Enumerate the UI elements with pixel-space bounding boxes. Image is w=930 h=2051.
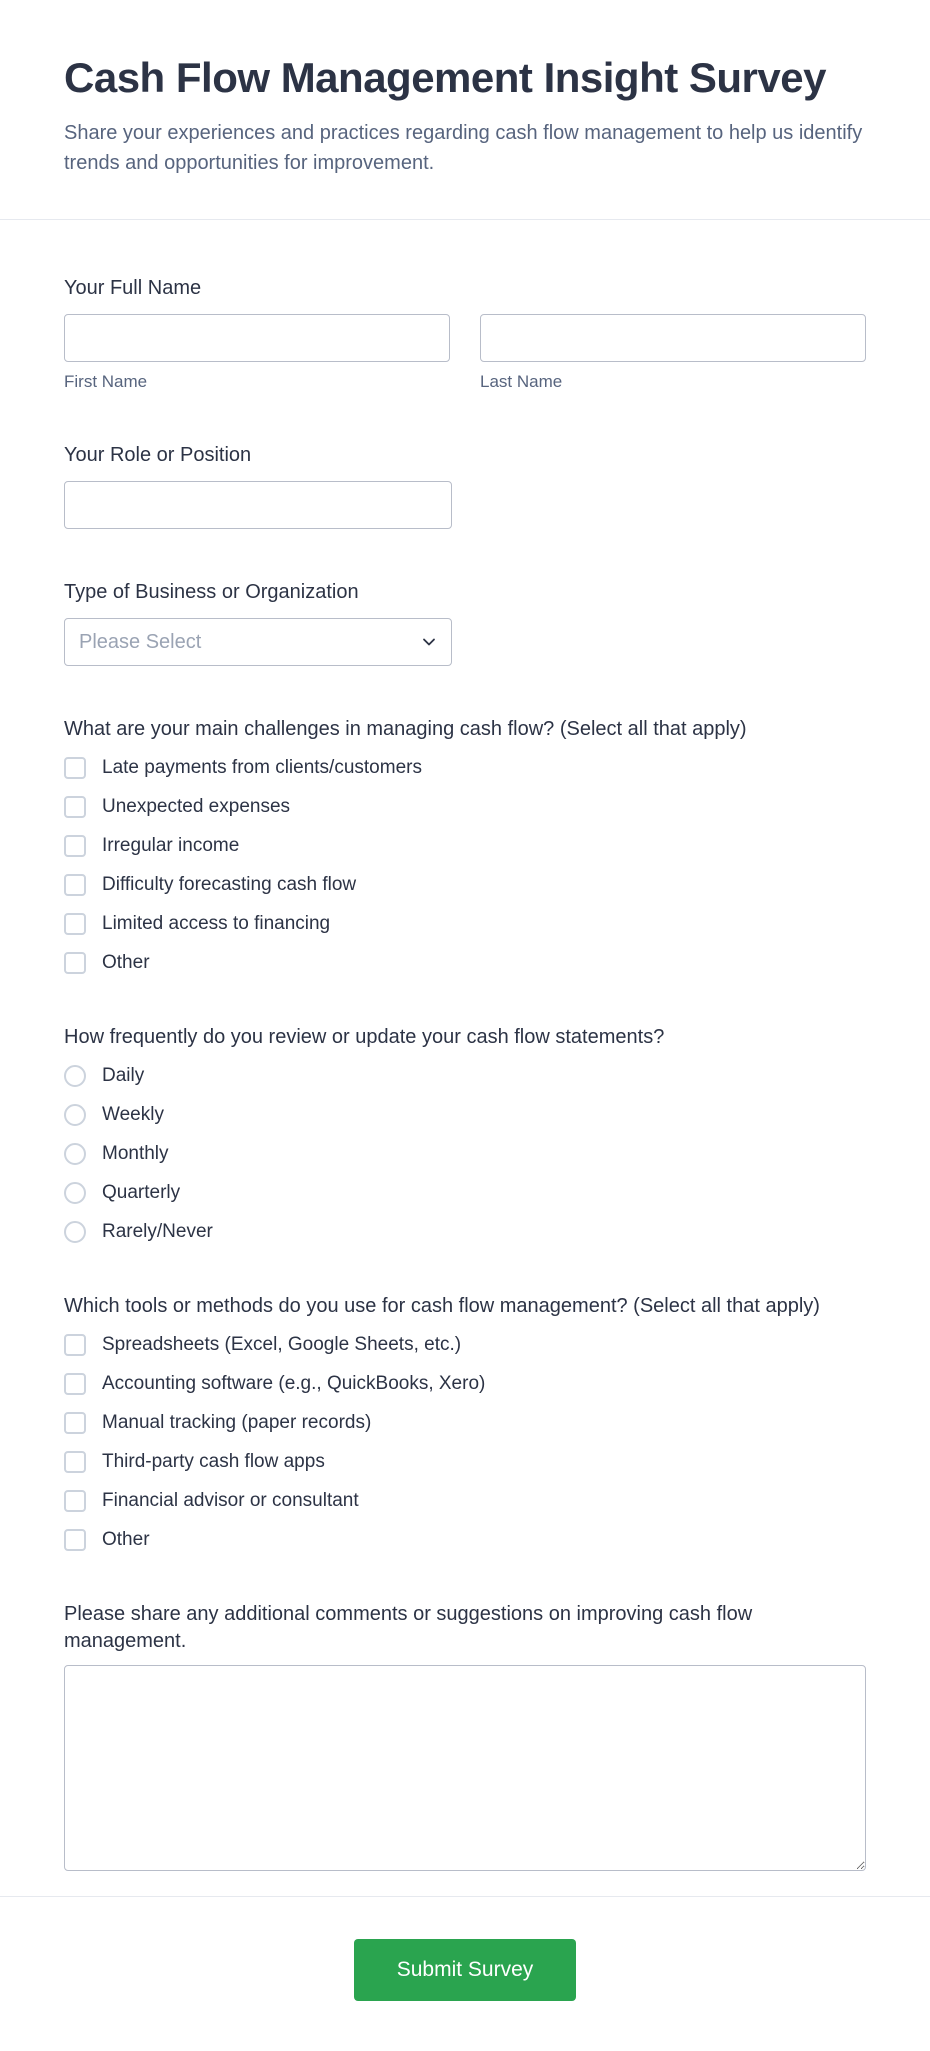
checkbox[interactable] [64,796,86,818]
checkbox-option[interactable] [64,1451,866,1473]
checkbox-label: Difficulty forecasting cash flow [102,874,357,895]
checkbox[interactable] [64,757,86,779]
checkbox-option[interactable] [64,1529,866,1551]
checkbox[interactable] [64,1490,86,1512]
checkbox-option[interactable] [64,952,866,974]
role-label: Your Role or Position [64,444,252,466]
radio-button[interactable] [64,1143,86,1165]
checkbox-label: Other [102,952,150,973]
comments-label: Please share any additional comments or suggestions on improving cash flow management. [64,1603,753,1652]
form-title: Cash Flow Management Insight Survey [64,54,826,101]
checkbox-label: Financial advisor or consultant [102,1490,359,1511]
role-input[interactable] [64,481,452,529]
last-name-sublabel: Last Name [480,372,563,391]
radio-option[interactable] [64,1221,866,1243]
first-name-sublabel: First Name [64,372,148,391]
checkbox[interactable] [64,1334,86,1356]
role-question [64,442,866,529]
full-name-label: Your Full Name [64,277,202,299]
form-footer [0,1897,930,2051]
checkbox[interactable] [64,1373,86,1395]
checkbox-label: Late payments from clients/customers [102,757,422,778]
challenges-question [64,716,866,974]
checkbox[interactable] [64,1529,86,1551]
form-body [0,220,930,1876]
last-name-field [480,314,866,392]
checkbox-option[interactable] [64,874,866,896]
radio-label: Weekly [102,1104,164,1125]
checkbox-label: Limited access to financing [102,913,331,934]
challenges-label: What are your main challenges in managing cash flow? (Select all that apply) [64,718,747,740]
radio-button[interactable] [64,1104,86,1126]
frequency-question [64,1024,866,1243]
submit-button[interactable]: Submit Survey [354,1939,576,2001]
radio-label: Daily [102,1065,145,1086]
radio-label: Quarterly [102,1182,181,1203]
radio-label: Rarely/Never [102,1221,213,1242]
checkbox-label: Accounting software (e.g., QuickBooks, Xero) [102,1373,486,1394]
business-type-select[interactable] [64,618,452,666]
checkbox[interactable] [64,952,86,974]
radio-option[interactable] [64,1182,866,1204]
checkbox-option[interactable] [64,913,866,935]
form-header [0,0,930,219]
radio-button[interactable] [64,1221,86,1243]
chevron-down-icon [421,634,437,650]
business-type-label: Type of Business or Organization [64,581,359,603]
comments-textarea[interactable] [64,1665,866,1871]
radio-option[interactable] [64,1065,866,1087]
checkbox[interactable] [64,1451,86,1473]
business-type-question [64,579,866,666]
checkbox-option[interactable] [64,835,866,857]
tools-question [64,1293,866,1551]
checkbox-option[interactable] [64,1373,866,1395]
tools-label: Which tools or methods do you use for cash flow management? (Select all that apply) [64,1295,820,1317]
checkbox[interactable] [64,874,86,896]
frequency-label: How frequently do you review or update your cash flow statements? [64,1026,665,1048]
checkbox-option[interactable] [64,757,866,779]
checkbox[interactable] [64,835,86,857]
checkbox[interactable] [64,1412,86,1434]
radio-label: Monthly [102,1143,169,1164]
checkbox-option[interactable] [64,1334,866,1356]
checkbox-option[interactable] [64,1412,866,1434]
full-name-row [64,314,866,392]
form-subtitle: Share your experiences and practices regarding cash flow management to help us identify trends and opportunities for improvement. [64,122,863,174]
select-placeholder: Please Select [79,630,202,653]
checkbox[interactable] [64,913,86,935]
comments-question [64,1601,866,1876]
checkbox-label: Third-party cash flow apps [102,1451,325,1472]
radio-button[interactable] [64,1182,86,1204]
radio-option[interactable] [64,1143,866,1165]
checkbox-label: Unexpected expenses [102,796,291,817]
full-name-question [64,275,866,392]
first-name-field [64,314,450,392]
checkbox-label: Irregular income [102,835,240,856]
checkbox-label: Spreadsheets (Excel, Google Sheets, etc.) [102,1334,462,1355]
last-name-input[interactable] [480,314,866,362]
checkbox-option[interactable] [64,796,866,818]
checkbox-label: Other [102,1529,150,1550]
checkbox-option[interactable] [64,1490,866,1512]
first-name-input[interactable] [64,314,450,362]
radio-button[interactable] [64,1065,86,1087]
radio-option[interactable] [64,1104,866,1126]
checkbox-label: Manual tracking (paper records) [102,1412,372,1433]
